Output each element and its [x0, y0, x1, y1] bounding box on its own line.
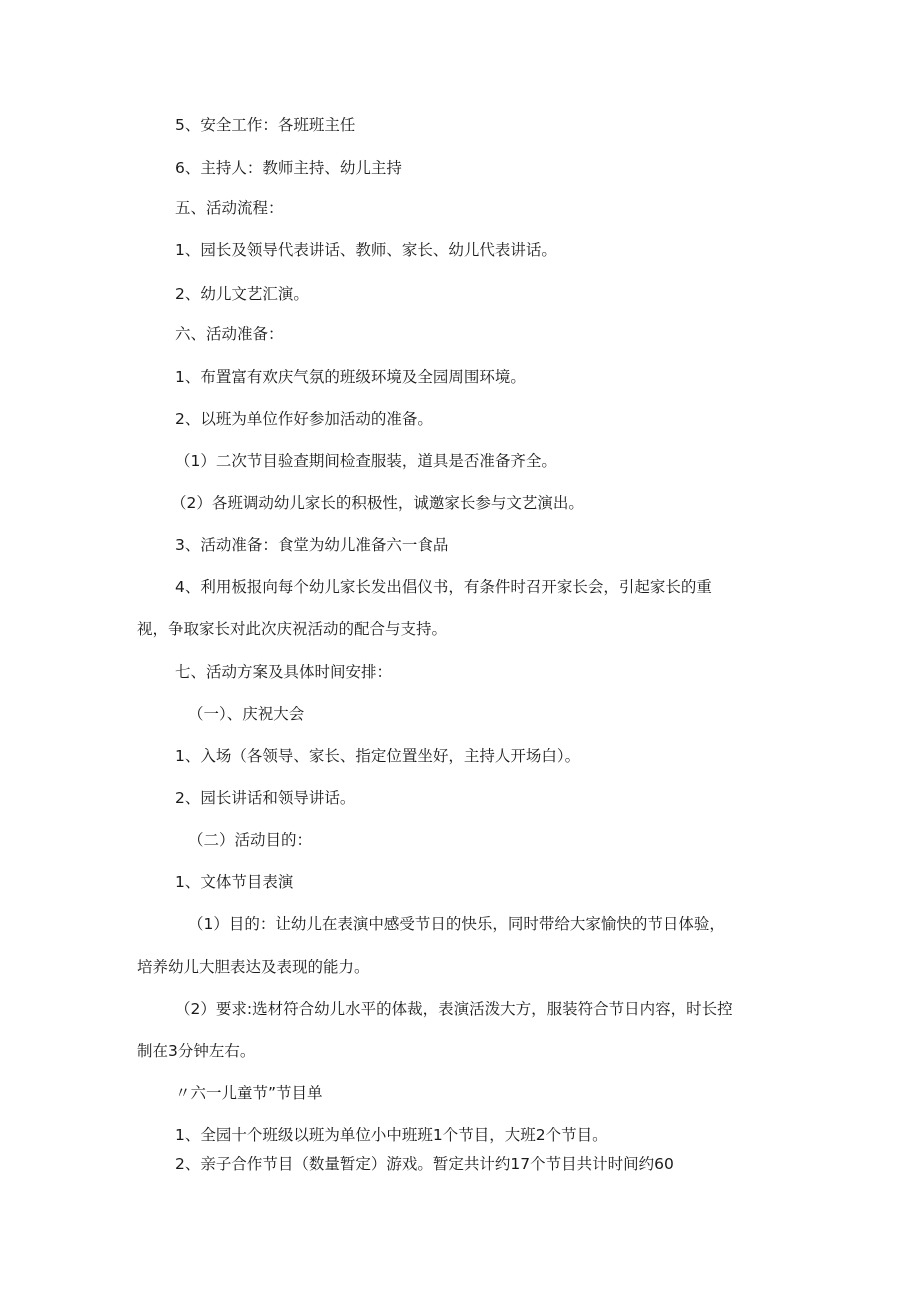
- heading-program-list: 〃六一儿童节”节目单: [175, 1084, 323, 1102]
- subheading-celebration: （一）、庆祝大会: [188, 705, 305, 723]
- line-blackboard-notice-cont: 视，争取家长对此次庆祝活动的配合与支持。: [137, 620, 448, 638]
- heading-activity-preparation: 六、活动准备：: [175, 325, 284, 343]
- line-entrance: 1、入场（各领导、家长、指定位置坐好，主持人开场白）。: [175, 747, 581, 765]
- line-speeches: 1、园长及领导代表讲话、教师、家长、幼儿代表讲话。: [175, 241, 557, 259]
- line-performance-show: 1、文体节目表演: [175, 873, 294, 891]
- line-safety-work: 5、安全工作：各班班主任: [175, 116, 356, 134]
- line-parent-participation: （2）各班调动幼儿家长的积极性，诚邀家长参与文艺演出。: [171, 494, 584, 512]
- line-blackboard-notice: 4、利用板报向每个幼儿家长发出倡仪书，有条件时召开家长会，引起家长的重: [175, 578, 712, 596]
- line-parent-child-programs: 2、亲子合作节目（数量暂定）游戏。暂定共计约17个节目共计时间约60: [175, 1155, 674, 1173]
- line-canteen: 3、活动准备：食堂为幼儿准备六一食品: [175, 536, 449, 554]
- line-performance: 2、幼儿文艺汇演。: [175, 285, 309, 303]
- line-host: 6、主持人：教师主持、幼儿主持: [175, 159, 402, 177]
- line-decoration: 1、布置富有欢庆气氛的班级环境及全园周围环境。: [175, 368, 526, 386]
- line-costume-check: （1）二次节目验查期间检查服装，道具是否准备齐全。: [175, 452, 557, 470]
- subheading-activity-purpose: （二）活动目的：: [188, 831, 313, 849]
- line-purpose: （1）目的：让幼儿在表演中感受节日的快乐，同时带给大家愉快的节日体验，: [188, 915, 725, 933]
- heading-activity-process: 五、活动流程：: [175, 199, 284, 217]
- line-class-programs: 1、全园十个班级以班为单位小中班班1个节目，大班2个节目。: [175, 1126, 608, 1144]
- heading-activity-plan: 七、活动方案及具体时间安排：: [175, 663, 393, 681]
- line-purpose-cont: 培养幼儿大胆表达及表现的能力。: [137, 958, 370, 976]
- line-director-speech: 2、园长讲话和领导讲话。: [175, 789, 356, 807]
- line-class-preparation: 2、以班为单位作好参加活动的准备。: [175, 410, 433, 428]
- line-requirements-cont: 制在3分钟左右。: [137, 1042, 256, 1060]
- line-requirements: （2）要求:选材符合幼儿水平的体裁，表演活泼大方，服装符合节日内容，时长控: [175, 1000, 733, 1018]
